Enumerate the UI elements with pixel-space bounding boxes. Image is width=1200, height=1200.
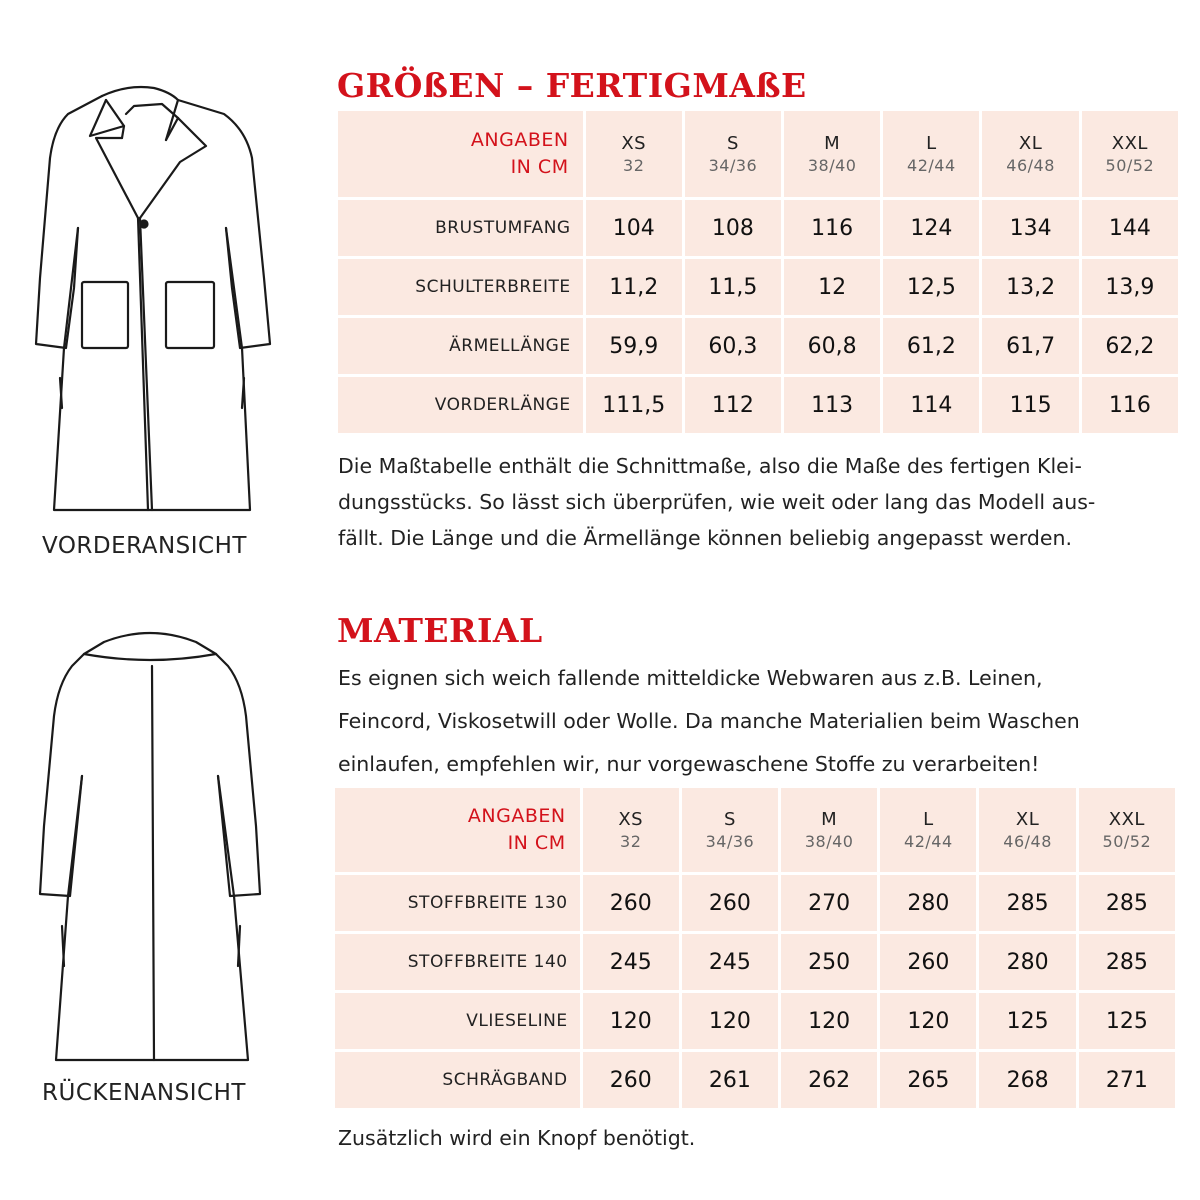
size-header-xxl [1082,111,1178,197]
table-cell: 116 [1082,377,1178,433]
table-cell: 111,5 [586,377,682,433]
front-view-caption: VORDERANSICHT [42,533,247,559]
table-row [335,934,1175,990]
table-cell: 113 [784,377,880,433]
table-row [338,200,1178,256]
size-name: XXL [1111,133,1148,154]
size-number: 38/40 [807,156,857,175]
size-header-m [784,111,880,197]
table-cell: 61,7 [982,318,1078,374]
size-name: XL [1018,133,1043,154]
material-header-row [335,788,1175,872]
row-label: STOFFBREITE 130 [335,875,580,931]
header-label-line1: ANGABEN [467,805,566,827]
row-label: SCHULTERBREITE [338,259,583,315]
header-label-line2: IN CM [507,832,566,854]
table-cell: 62,2 [1082,318,1178,374]
size-header-l [883,111,979,197]
size-number: 32 [620,832,642,851]
row-label: SCHRÄGBAND [335,1052,580,1108]
size-number: 42/44 [907,156,956,175]
table-cell: 124 [883,200,979,256]
sizes-title: GRÖßEN – FERTIGMAßE [337,66,807,105]
size-number: 42/44 [904,832,953,851]
sizes-text-line: fällt. Die Länge und die Ärmellänge können beliebig angepasst werden. [338,526,1072,550]
table-cell: 13,2 [982,259,1078,315]
size-header-xl [982,111,1078,197]
table-cell: 12,5 [883,259,979,315]
size-name: XS [618,809,644,830]
table-cell: 59,9 [586,318,682,374]
size-number: 46/48 [1006,156,1055,175]
table-cell: 260 [583,1052,679,1108]
table-cell: 120 [682,993,778,1049]
table-cell: 120 [583,993,679,1049]
table-cell: 245 [583,934,679,990]
size-name: L [926,133,937,154]
table-cell: 271 [1079,1052,1175,1108]
table-row [338,377,1178,433]
size-header-l [880,788,976,872]
sizes-table [335,108,1181,436]
size-name: XS [621,133,647,154]
row-label: BRUSTUMFANG [338,200,583,256]
size-header-xs [583,788,679,872]
table-cell: 261 [682,1052,778,1108]
material-text-line: Feincord, Viskosetwill oder Wolle. Da manche Materialien beim Waschen [338,709,1080,733]
table-cell: 115 [982,377,1078,433]
size-number: 46/48 [1003,832,1052,851]
row-label: ÄRMELLÄNGE [338,318,583,374]
row-label: VORDERLÄNGE [338,377,583,433]
row-label: STOFFBREITE 140 [335,934,580,990]
table-cell: 11,2 [586,259,682,315]
sizes-text-line: dungsstücks. So lässt sich überprüfen, wie weit oder lang das Modell aus- [338,490,1096,514]
table-row [335,1052,1175,1108]
back-view-caption: RÜCKENANSICHT [42,1080,246,1106]
material-text-line: Es eignen sich weich fallende mitteldicke Webwaren aus z.B. Leinen, [338,666,1043,690]
size-name: S [726,133,739,154]
table-row [335,875,1175,931]
table-cell: 268 [979,1052,1075,1108]
table-cell: 60,3 [685,318,781,374]
header-label-line1: ANGABEN [470,129,569,151]
coat-back-icon [20,626,280,1074]
size-header-xxl [1079,788,1175,872]
row-label: VLIESELINE [335,993,580,1049]
table-cell: 280 [979,934,1075,990]
size-header-s [682,788,778,872]
table-cell: 112 [685,377,781,433]
size-number: 32 [623,156,645,175]
table-cell: 60,8 [784,318,880,374]
table-row [335,993,1175,1049]
table-cell: 260 [583,875,679,931]
table-cell: 12 [784,259,880,315]
table-cell: 285 [1079,934,1175,990]
sizes-description [338,456,1095,564]
size-name: S [723,809,736,830]
material-title: MATERIAL [337,611,543,650]
table-cell: 285 [1079,875,1175,931]
material-table [332,785,1178,1111]
table-cell: 270 [781,875,877,931]
table-cell: 108 [685,200,781,256]
table-cell: 144 [1082,200,1178,256]
size-header-xl [979,788,1075,872]
size-header-s [685,111,781,197]
sizes-header-row [338,111,1178,197]
table-cell: 265 [880,1052,976,1108]
header-label-line2: IN CM [510,156,569,178]
material-description [338,668,1080,797]
table-cell: 280 [880,875,976,931]
sizes-text-line: Die Maßtabelle enthält die Schnittmaße, also die Maße des fertigen Klei- [338,454,1082,478]
table-cell: 13,9 [1082,259,1178,315]
table-cell: 262 [781,1052,877,1108]
size-number: 50/52 [1105,156,1155,175]
table-cell: 245 [682,934,778,990]
size-name: M [821,809,838,830]
coat-front-icon [20,78,280,528]
table-cell: 260 [682,875,778,931]
size-number: 50/52 [1102,832,1152,851]
table-row [338,318,1178,374]
table-cell: 114 [883,377,979,433]
size-header-m [781,788,877,872]
table-cell: 134 [982,200,1078,256]
table-cell: 11,5 [685,259,781,315]
table-cell: 285 [979,875,1075,931]
material-footer: Zusätzlich wird ein Knopf benötigt. [338,1126,696,1150]
table-cell: 260 [880,934,976,990]
table-row [338,259,1178,315]
coat-front-drawing [20,78,280,528]
material-text-line: einlaufen, empfehlen wir, nur vorgewaschene Stoffe zu verarbeiten! [338,752,1040,776]
table-cell: 61,2 [883,318,979,374]
size-number: 34/36 [708,156,758,175]
table-cell: 120 [880,993,976,1049]
size-name: XXL [1108,809,1145,830]
size-number: 38/40 [804,832,854,851]
table-cell: 104 [586,200,682,256]
table-cell: 125 [979,993,1075,1049]
material-header-label [335,788,580,872]
size-number: 34/36 [705,832,755,851]
size-header-xs [586,111,682,197]
table-cell: 116 [784,200,880,256]
coat-back-drawing [20,626,280,1074]
table-cell: 120 [781,993,877,1049]
table-cell: 250 [781,934,877,990]
table-cell: 125 [1079,993,1175,1049]
size-name: L [923,809,934,830]
size-name: XL [1015,809,1040,830]
size-name: M [824,133,841,154]
sizes-header-label [338,111,583,197]
